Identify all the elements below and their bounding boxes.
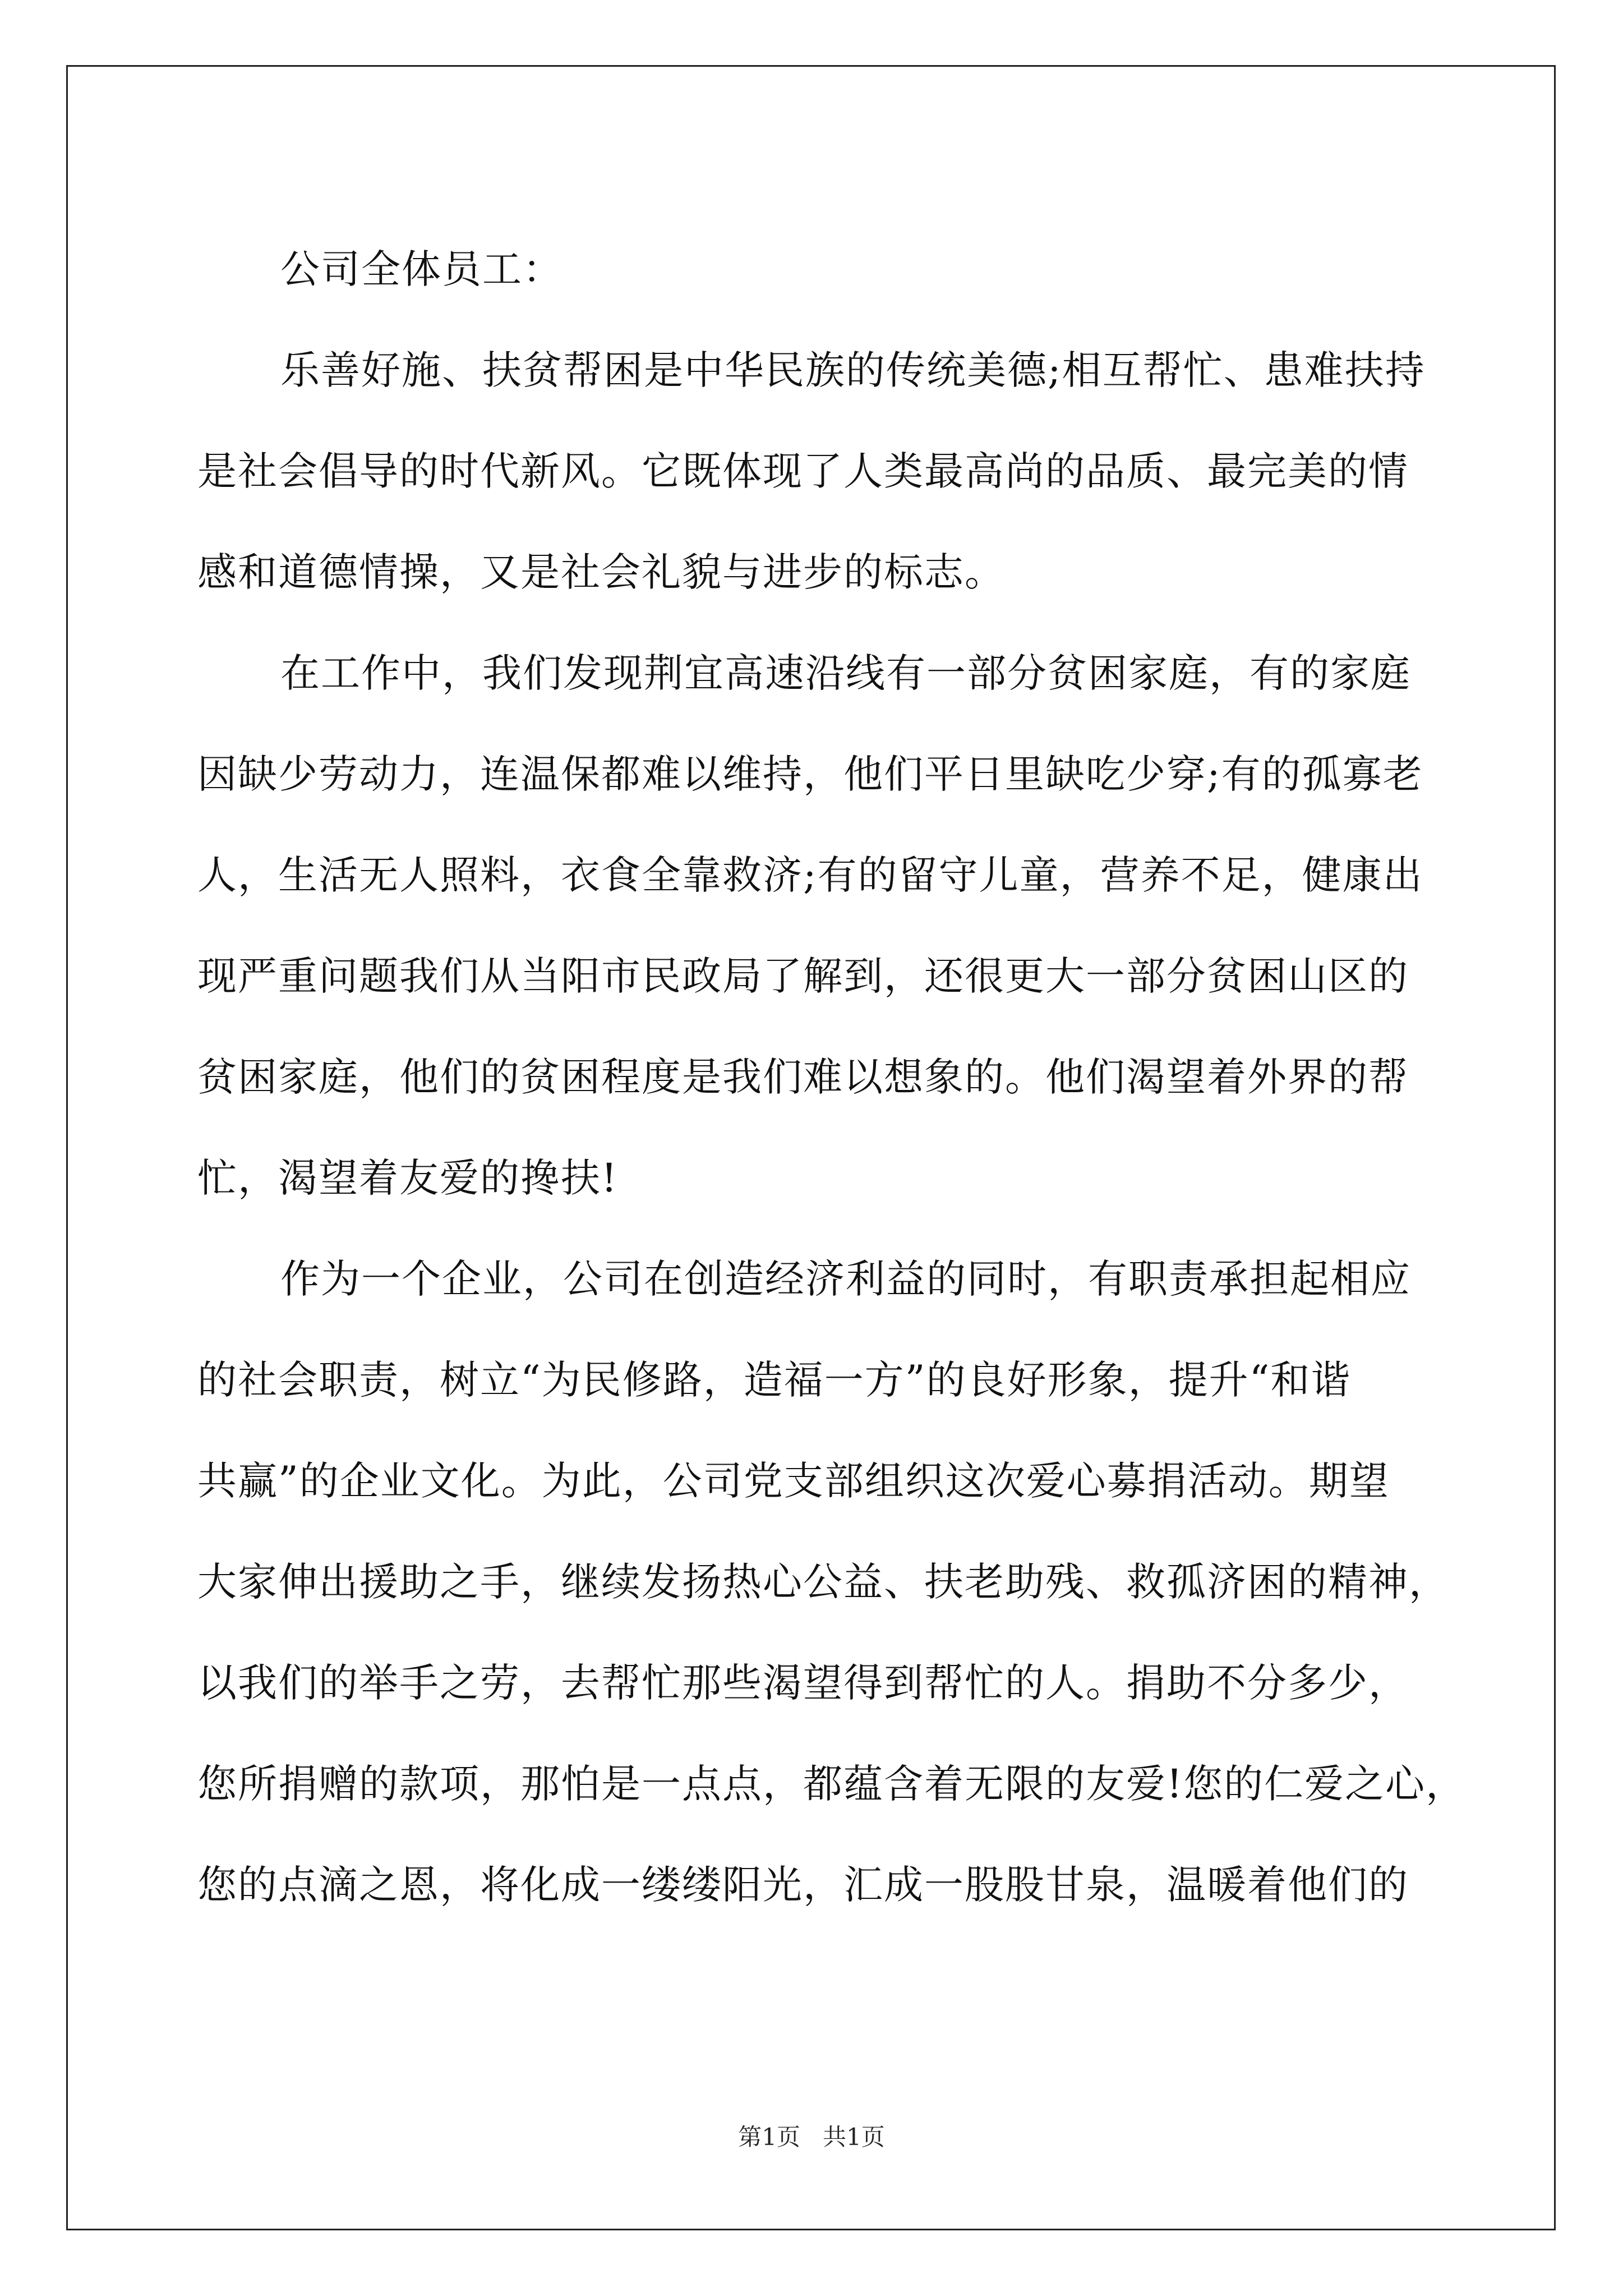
paragraph-line: 乐善好施、扶贫帮困是中华民族的传统美德;相互帮忙、患难扶持 [280, 347, 1426, 393]
paragraph-line: 的社会职责，树立“为民修路，造福一方”的良好形象，提升“和谐 [197, 1357, 1352, 1403]
paragraph-line: 您的点滴之恩，将化成一缕缕阳光，汇成一股股甘泉，温暖着他们的 [197, 1862, 1409, 1908]
document-body [197, 219, 1467, 1935]
paragraph-line: 现严重问题我们从当阳市民政局了解到，还很更大一部分贫困山区的 [197, 953, 1409, 999]
paragraph-line: 因缺少劳动力，连温保都难以维持，他们平日里缺吃少穿;有的孤寡老 [197, 751, 1423, 797]
paragraph-line: 作为一个企业，公司在创造经济利益的同时，有职责承担起相应 [280, 1256, 1411, 1302]
page-footer: 第1页 共1页 [738, 2123, 885, 2151]
paragraph-line: 忙，渴望着友爱的搀扶! [197, 1155, 619, 1201]
paragraph-line: 贫困家庭，他们的贫困程度是我们难以想象的。他们渴望着外界的帮 [197, 1054, 1409, 1100]
salutation-line: 公司全体员工： [280, 246, 563, 292]
paragraph-line: 人，生活无人照料，衣食全靠救济;有的留守儿童，营养不足，健康出 [197, 852, 1423, 898]
paragraph-line: 感和道德情操，又是社会礼貌与进步的标志。 [197, 549, 1005, 595]
paragraph-line: 共赢”的企业文化。为此，公司党支部组织这次爱心募捐活动。期望 [197, 1458, 1390, 1504]
paragraph-line: 您所捐赠的款项，那怕是一点点，都蕴含着无限的友爱!您的仁爱之心， [197, 1761, 1467, 1807]
paragraph-line: 以我们的举手之劳，去帮忙那些渴望得到帮忙的人。捐助不分多少， [197, 1660, 1409, 1706]
paragraph-line: 在工作中，我们发现荆宜高速沿线有一部分贫困家庭，有的家庭 [280, 650, 1411, 696]
paragraph-line: 大家伸出援助之手，继续发扬热心公益、扶老助残、救孤济困的精神， [197, 1559, 1449, 1605]
paragraph-line: 是社会倡导的时代新风。它既体现了人类最高尚的品质、最完美的情 [197, 448, 1409, 494]
